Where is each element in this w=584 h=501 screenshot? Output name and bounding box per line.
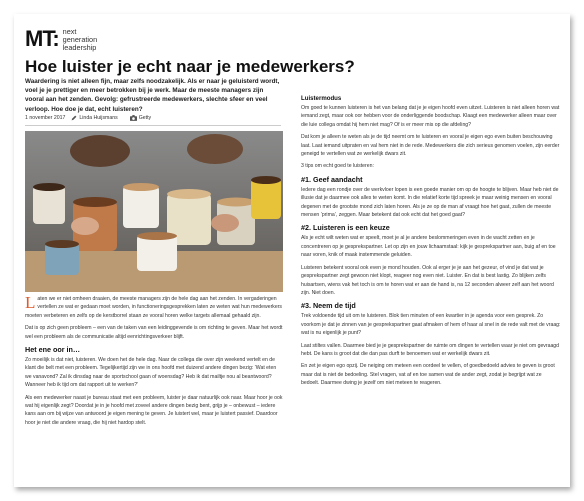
cup-8 — [45, 240, 79, 275]
author-name: Linda Huijsmans — [79, 115, 118, 121]
paragraph: Als je echt wilt weten wat er speelt, moet je al je andere beslommeringen even in de wacht zetten en je concentreren op je gesprekspartner. Let op zijn en jouw lichaamstaal: kijk je gesprekspartner aan, buig af en toe naar voren, knik of maak instemmende geluiden. — [301, 235, 556, 259]
brand-wordmark — [63, 28, 98, 52]
cup-1 — [33, 183, 65, 224]
brand-line-1: next — [62, 27, 77, 36]
section-heading: Luistermodus — [301, 95, 342, 102]
left-column — [25, 295, 283, 431]
publish-date: 1 november 2017 — [25, 115, 66, 121]
article-photo — [25, 131, 283, 292]
paragraph: Als een medewerker naast je bureau staat met een probleem, luister je daar natuurlijk ook naar. Maar hoor je ook wat hij eigenlijk zegt? Doordat je in je hoofd met zoveel andere dingen bezig bent, grijp je – onbewust – iedere kans aan om bij wijze van antwoord je eigen mening te geven. Je luistert wel, maar je luistert passief. Daardoor hoor je niet die andere vraag, die hij niet hardop stelt. — [25, 394, 283, 426]
paragraph: 3 tips om echt goed te luisteren: — [301, 163, 374, 170]
cup-7 — [137, 232, 177, 271]
paragraph: Laat stiltes vallen. Daarmee bied je je gesprekspartner de ruimte om dingen te vertellen waar je niet om gevraagd hebt. De kans is groot dat die dan pas durft te benoemen wat er werkelijk dwars zit. — [301, 342, 560, 357]
camera-icon — [130, 115, 137, 121]
photo-credit — [130, 115, 157, 121]
section-heading: Het ene oor in… — [25, 345, 81, 355]
article-meta — [25, 115, 281, 126]
paragraph: Dat is op zich geen probleem – een van de taken van een leidinggevende is om richting te geven. Maar het wordt wel een probleem als de communicatie altijd eenrichtingsverkeer blijft. — [25, 325, 283, 340]
paragraph: Luisteren betekent vooral ook even je mond houden. Ook al erger je je aan het gezeur, of vind je dat wat je gesprekspartner zegt gewoon niet klopt, reageer nog even niet. Luister. En dat is best lastig. Zo blijken zelfs huisartsen, wiens vak het toch is om te horen wat er aan de hand is, na 12 seconden alweer zelf aan het woord zijn. Niet doen. — [301, 264, 554, 296]
paragraph: En zet je eigen ego opzij. De neiging om meteen een oordeel te vellen, of goedbedoeld advies te geven is groot maar dat is niet de bedoeling. Stel vragen, vat af en toe samen wat de ander zegt, zodat je begrijpt wat ze bedoelt. Daarmee dwing je jezelf om niet meteen te reageren. — [301, 363, 555, 387]
right-column — [301, 93, 561, 392]
cup-3 — [123, 183, 159, 228]
section-heading: #1. Geef aandacht — [301, 174, 363, 184]
brand-mark: MT: — [25, 26, 59, 51]
brand-line-3: leadership — [62, 43, 97, 52]
paragraph: Dat kom je alleen te weten als je de tijd neemt om te luisteren en vooral je eigen ego even buiten beschouwing laat. Laat iemand uitpraten en val hem niet in de rede. Medewerkers die zich serieus genomen voelen, zijn eerder geneigd te vertellen wat ze werkelijk dwars zit. — [301, 134, 560, 158]
drop-cap: L — [25, 293, 36, 312]
page-title: Hoe luister je echt naar je medewerkers? — [25, 57, 355, 76]
paragraph: Om goed te kunnen luisteren is het van belang dat je je eigen hoofd even uitzet. Luisteren is niet alleen horen wat iemand zegt, maar ook oor hebben voor de onderliggende boodschap. Klaagt een medewerker alleen maar over die luie collega omdat hij hem niet mag? Of is er meer mis op die afdeling? — [301, 105, 560, 128]
section-heading: #2. Luisteren is een keuze — [301, 223, 390, 233]
article-page — [14, 14, 570, 487]
credit-name: Getty — [138, 115, 152, 121]
pencil-icon — [71, 115, 77, 121]
brand-line-2: generation — [62, 35, 98, 44]
cup-6 — [251, 176, 281, 219]
paragraph: Trek voldoende tijd uit om te luisteren. Blok tien minuten of een kwartier in je agenda voor een gesprek. Zo voorkom je dat je zinnen van je gesprekspartner gaat afmaken of hem of haar al snel in de rede valt met de vraag: wat is nu eigenlijk je punt? — [301, 313, 561, 337]
intro-paragraph: Laten we er niet omheen draaien, de meeste managers zijn de hele dag aan het zenden. In vergaderingen vertellen ze wat er gedaan moet worden, in functioneringsgesprekken laten ze weten wat hun medewerkers moeten verbeteren en zelfs op de kerstborrel staan ze vooral horen welke targets allemaal gehaald zijn. — [25, 293, 282, 319]
article-lead: Waardering is niet alleen fijn, maar zelfs noodzakelijk. Als er naar je geluisterd wordt, voel je je prettiger en meer betrokken bij je werk. Maar de meeste managers zijn vooral aan het zenden. Gevolg: gefrustreerde medewerkers, slechte sfeer en veel verloop. Hoe doe je dat, echt luisteren? — [25, 78, 280, 113]
paragraph: Iedere dag een rondje over de werkvloer lopen is een goede manier om op de hoogte te blijven. Maar heb niet de illusie dat je daarmee ook alles te weten komt. In die relatief korte tijd spreek je maar weinig mensen en vooral degenen met de grootste mond zich laten horen. Als je ze op de man af vraagt hoe het gaat, zullen de meeste mensen ‘prima’, zeggen. Maar betekent dat ook echt dat het goed gaat? — [301, 186, 559, 219]
section-heading: #3. Neem de tijd — [301, 301, 356, 311]
brand-logo[interactable] — [25, 28, 97, 52]
paragraph: Zo moeilijk is dat niet, luisteren. We doen het de hele dag. Naar de collega die over zijn weekend vertelt en de klant die belt met een probleem. Tegelijkertijd zijn we in ons hoofd met duizend andere dingen bezig: ‘Wat eten we vanavond? Zal ik dinsdag naar de sportschool gaan of woensdag? Heb ik dat mailtje nou al beantwoord? Wanneer heb ik tijd om dat rapport uit te werken?’ — [25, 357, 277, 389]
author-link[interactable] — [71, 115, 123, 121]
